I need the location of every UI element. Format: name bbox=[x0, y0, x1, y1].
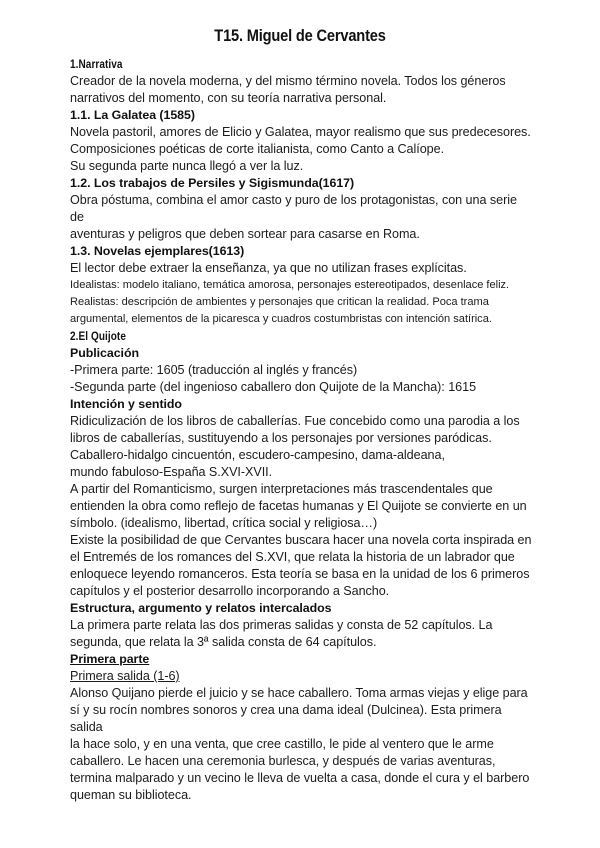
paragraph-line: enloquece leyendo romanceros. Esta teoría se basa en la unidad de los 6 primeros bbox=[70, 567, 530, 581]
section-heading: 2.El Quijote bbox=[70, 329, 126, 343]
section-heading: Primera salida (1-6) bbox=[70, 669, 180, 683]
section-heading: Estructura, argumento y relatos intercalados bbox=[70, 601, 332, 615]
paragraph-line: argumental, elementos de la picaresca y cuadros costumbristas con intención satírica. bbox=[70, 313, 492, 325]
section-heading: 1.1. La Galatea (1585) bbox=[70, 108, 195, 122]
paragraph-line: segunda, que relata la 3ª salida consta de 64 capítulos. bbox=[70, 635, 377, 649]
paragraph-line: Obra póstuma, combina el amor casto y puro de los protagonistas, con una serie de bbox=[70, 193, 521, 224]
section-heading: 1.2. Los trabajos de Persiles y Sigismunda(1617) bbox=[70, 176, 355, 190]
page-title: T15. Miguel de Cervantes bbox=[214, 26, 386, 45]
paragraph-line: caballero. Le hacen una ceremonia burlesca, y después de varias aventuras, bbox=[70, 754, 496, 768]
section-heading: Publicación bbox=[70, 346, 139, 360]
paragraph-line: El lector debe extraer la enseñanza, ya que no utilizan frases explícitas. bbox=[70, 261, 467, 275]
paragraph-line: -Primera parte: 1605 (traducción al inglés y francés) bbox=[70, 363, 358, 377]
paragraph-line: Realistas: descripción de ambientes y personajes que critican la realidad. Poca trama bbox=[70, 296, 489, 308]
paragraph-line: mundo fabuloso-España S.XVI-XVII. bbox=[70, 465, 273, 479]
paragraph-line: la hace solo, y en una venta, que cree castillo, le pide al ventero que le arme bbox=[70, 737, 494, 751]
paragraph-line: La primera parte relata las dos primeras salidas y consta de 52 capítulos. La bbox=[70, 618, 493, 632]
section-heading: Primera parte bbox=[70, 652, 150, 666]
paragraph-line: Composiciones poéticas de corte italianista, como Canto a Calíope. bbox=[70, 142, 445, 156]
section-heading: Intención y sentido bbox=[70, 397, 182, 411]
paragraph-line: Idealistas: modelo italiano, temática amorosa, personajes estereotipados, desenlace feliz. bbox=[70, 279, 510, 291]
document-body bbox=[70, 56, 532, 804]
paragraph-line: Su segunda parte nunca llegó a ver la luz. bbox=[70, 159, 304, 173]
paragraph-line: Existe la posibilidad de que Cervantes buscara hacer una novela corta inspirada en bbox=[70, 533, 532, 547]
paragraph-line: queman su biblioteca. bbox=[70, 788, 192, 802]
paragraph-line: Novela pastoril, amores de Elicio y Galatea, mayor realismo que sus predecesores. bbox=[70, 125, 531, 139]
paragraph-line: termina malparado y un vecino le lleva de vuelta a casa, donde el cura y el barbero bbox=[70, 771, 530, 785]
paragraph-line: Ridiculización de los libros de caballerías. Fue concebido como una parodia a los bbox=[70, 414, 520, 428]
section-heading: 1.Narrativa bbox=[70, 57, 123, 71]
paragraph-line: sí y su rocín nombres sonoros y crea una dama ideal (Dulcinea). Esta primera salida bbox=[70, 703, 506, 734]
paragraph-line: aventuras y peligros que deben sortear para casarse en Roma. bbox=[70, 227, 420, 241]
paragraph-line: Caballero-hidalgo cincuentón, escudero-campesino, dama-aldeana, bbox=[70, 448, 445, 462]
section-heading: 1.3. Novelas ejemplares(1613) bbox=[70, 244, 245, 258]
paragraph-line: el Entremés de los romances del S.XVI, que relata la historia de un labrador que bbox=[70, 550, 515, 564]
paragraph-line: A partir del Romanticismo, surgen interpretaciones más trascendentales que bbox=[70, 482, 493, 496]
paragraph-line: libros de caballerías, sustituyendo a los personajes por versiones paródicas. bbox=[70, 431, 492, 445]
paragraph-line: capítulos y el posterior desarrollo incorporando a Sancho. bbox=[70, 584, 390, 598]
paragraph-line: entienden la obra como reflejo de facetas humanas y El Quijote se convierte en un bbox=[70, 499, 527, 513]
paragraph-line: símbolo. (idealismo, libertad, crítica social y religiosa…) bbox=[70, 516, 378, 530]
paragraph-line: Alonso Quijano pierde el juicio y se hace caballero. Toma armas viejas y elige para bbox=[70, 686, 528, 700]
paragraph-line: Creador de la novela moderna, y del mismo término novela. Todos los géneros bbox=[70, 74, 506, 88]
paragraph-line: -Segunda parte (del ingenioso caballero don Quijote de la Mancha): 1615 bbox=[70, 380, 477, 394]
paragraph-line: narrativos del momento, con su teoría narrativa personal. bbox=[70, 91, 387, 105]
